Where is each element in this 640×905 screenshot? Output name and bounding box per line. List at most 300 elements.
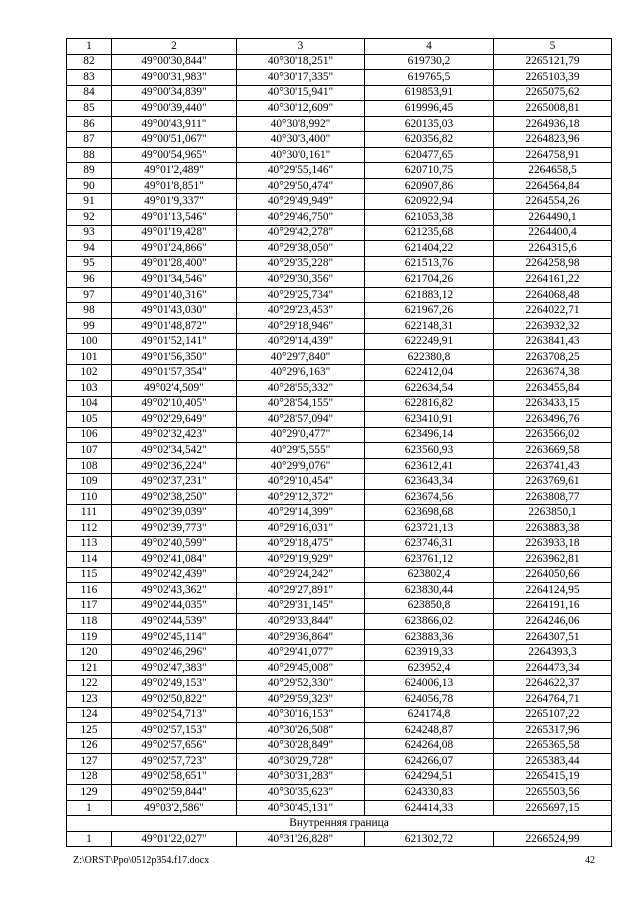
table-cell: 40°29'14,439" [237,334,365,350]
table-cell: 1 [67,800,112,816]
table-cell: 623883,36 [365,629,494,645]
table-cell: 623866,02 [365,614,494,630]
table-cell: 2264124,95 [494,583,612,599]
table-cell: 2265075,62 [494,85,612,101]
table-cell: 108 [67,458,112,474]
table-cell: 49°02'45,114" [112,629,237,645]
table-cell: 40°29'46,750" [237,210,365,226]
table-cell: 120 [67,645,112,661]
table-row [67,552,612,568]
table-cell: 620907,86 [365,178,494,194]
table-cell: 40°29'33,844" [237,614,365,630]
table-cell: 40°29'6,163" [237,365,365,381]
table-cell: 2265503,56 [494,785,612,801]
table-cell: 40°29'23,453" [237,303,365,319]
table-cell: 621513,76 [365,256,494,272]
table-cell: 49°02'50,822" [112,691,237,707]
table-row [67,583,612,599]
table-cell: 87 [67,132,112,148]
table-cell: 40°29'12,372" [237,489,365,505]
table-cell: 2265317,96 [494,723,612,739]
table-row [67,629,612,645]
table-cell: 620135,03 [365,116,494,132]
table-cell: 624006,13 [365,676,494,692]
table-cell: 2264246,06 [494,614,612,630]
table-cell: 2264161,22 [494,272,612,288]
table-cell: 83 [67,70,112,86]
table-row [67,396,612,412]
table-cell: 98 [67,303,112,319]
table-cell: 49°01'24,866" [112,241,237,257]
table-cell: 40°29'25,734" [237,287,365,303]
table-cell: 40°29'55,146" [237,163,365,179]
table-cell: 2264307,51 [494,629,612,645]
table-cell: 40°30'28,849" [237,738,365,754]
table-cell: 2263433,15 [494,396,612,412]
table-cell: 49°02'38,250" [112,489,237,505]
table-cell: 49°01'8,851" [112,178,237,194]
table-cell: 49°01'40,316" [112,287,237,303]
table-cell: 40°30'29,728" [237,754,365,770]
table-cell: 2263962,81 [494,552,612,568]
table-cell: 40°30'8,992" [237,116,365,132]
table-cell: 49°02'37,231" [112,474,237,490]
table-header-row [67,39,612,55]
table-row [67,614,612,630]
table-cell: 121 [67,660,112,676]
table-cell: 88 [67,147,112,163]
table-cell: 624294,51 [365,769,494,785]
table-cell: 2264022,71 [494,303,612,319]
table-cell: 2263674,38 [494,365,612,381]
table-cell: 40°28'57,094" [237,412,365,428]
table-cell: 619853,91 [365,85,494,101]
table-cell: 115 [67,567,112,583]
table-cell: 2263669,58 [494,443,612,459]
table-cell: 49°02'32,423" [112,427,237,443]
table-cell: 623643,34 [365,474,494,490]
table-cell: 105 [67,412,112,428]
table-cell: 624174,8 [365,707,494,723]
table-cell: 2265121,79 [494,54,612,70]
table-cell: 109 [67,474,112,490]
table-cell: 40°30'16,153" [237,707,365,723]
table-cell: 2264490,1 [494,210,612,226]
table-cell: 623674,56 [365,489,494,505]
table-cell: 2264473,34 [494,660,612,676]
footer-page-number: 42 [585,855,595,866]
table-row [67,738,612,754]
table-cell: 40°30'17,335" [237,70,365,86]
table-cell: 2265697,15 [494,800,612,816]
table-cell: 2263455,84 [494,381,612,397]
table-row [67,256,612,272]
table-cell: 2266524,99 [494,831,612,847]
table-cell: 40°30'15,941" [237,85,365,101]
table-cell: 49°02'57,153" [112,723,237,739]
table-cell: 40°29'45,008" [237,660,365,676]
table-cell: 624056,78 [365,691,494,707]
table-row [67,101,612,117]
table-cell: 117 [67,598,112,614]
coordinates-table [66,38,612,847]
table-cell: 91 [67,194,112,210]
table-row [67,723,612,739]
table-cell: 102 [67,365,112,381]
table-cell: 100 [67,334,112,350]
table-cell: 622148,31 [365,318,494,334]
table-cell: 2265365,58 [494,738,612,754]
table-cell: 622634,54 [365,381,494,397]
table-row [67,769,612,785]
table-row [67,303,612,319]
table-cell: 113 [67,536,112,552]
table-cell: 2264068,48 [494,287,612,303]
table-row [67,272,612,288]
table-cell: 2264258,98 [494,256,612,272]
table-cell: 82 [67,54,112,70]
table-row [67,831,612,847]
table-row [67,147,612,163]
table-cell: 49°01'2,489" [112,163,237,179]
table-row [67,365,612,381]
table-cell: 624330,83 [365,785,494,801]
table-cell: 49°01'52,141" [112,334,237,350]
table-cell: 40°29'52,330" [237,676,365,692]
table-cell: 126 [67,738,112,754]
table-cell: 40°29'41,077" [237,645,365,661]
table-cell: 623952,4 [365,660,494,676]
table-cell: 49°02'58,651" [112,769,237,785]
table-cell: 40°29'35,228" [237,256,365,272]
table-cell: 49°01'13,546" [112,210,237,226]
table-row [67,116,612,132]
table-cell: 622380,8 [365,349,494,365]
table-cell: 110 [67,489,112,505]
table-cell: 2264658,5 [494,163,612,179]
table-cell: 49°01'28,400" [112,256,237,272]
table-cell: 40°29'27,891" [237,583,365,599]
table-cell: 2263566,02 [494,427,612,443]
table-cell: 49°02'40,599" [112,536,237,552]
table-cell: 5 [494,39,612,55]
table-cell: 621053,38 [365,210,494,226]
table-cell: 49°01'22,027" [112,831,237,847]
table-cell: 2263708,25 [494,349,612,365]
table-cell: 2265103,39 [494,70,612,86]
table-cell: 40°29'7,840" [237,349,365,365]
table-cell: 123 [67,691,112,707]
table-cell: 622816,82 [365,396,494,412]
table-row [67,194,612,210]
table-cell: 127 [67,754,112,770]
table-cell: 2264758,91 [494,147,612,163]
table-cell: 128 [67,769,112,785]
table-cell: 92 [67,210,112,226]
table-cell: 623698,68 [365,505,494,521]
table-cell: 40°29'9,076" [237,458,365,474]
table-cell: 49°02'49,153" [112,676,237,692]
table-cell: 40°29'38,050" [237,241,365,257]
table-row [67,287,612,303]
table-cell: 623761,12 [365,552,494,568]
table-cell: 49°00'54,965" [112,147,237,163]
table-cell: 49°02'46,296" [112,645,237,661]
table-cell: 89 [67,163,112,179]
table-row [67,676,612,692]
table-cell: 116 [67,583,112,599]
table-cell: 619730,2 [365,54,494,70]
table-row [67,800,612,816]
table-cell: 49°02'29,649" [112,412,237,428]
table-cell: 623830,44 [365,583,494,599]
table-cell: 2 [112,39,237,55]
table-cell: 40°29'50,474" [237,178,365,194]
table-cell: 118 [67,614,112,630]
table-cell: 49°02'39,773" [112,520,237,536]
table-cell: 49°02'54,713" [112,707,237,723]
section-title: Внутренняя граница [67,816,612,832]
table-cell: 49°01'57,354" [112,365,237,381]
table-cell: 40°30'12,609" [237,101,365,117]
table-cell: 112 [67,520,112,536]
table-cell: 124 [67,707,112,723]
table-row [67,505,612,521]
table-cell: 84 [67,85,112,101]
table-row [67,318,612,334]
table-row [67,645,612,661]
table-cell: 49°00'34,839" [112,85,237,101]
table-cell: 2263883,38 [494,520,612,536]
table-row [67,536,612,552]
table-cell: 621704,26 [365,272,494,288]
table-cell: 40°29'24,242" [237,567,365,583]
table-cell: 623721,13 [365,520,494,536]
table-row [67,210,612,226]
table-cell: 49°02'42,439" [112,567,237,583]
table-cell: 622249,91 [365,334,494,350]
table-cell: 40°29'0,477" [237,427,365,443]
table-cell: 114 [67,552,112,568]
table-cell: 2264564,84 [494,178,612,194]
table-cell: 40°30'35,623" [237,785,365,801]
table-cell: 40°29'18,946" [237,318,365,334]
table-cell: 622412,04 [365,365,494,381]
table-cell: 2264622,37 [494,676,612,692]
table-row [67,241,612,257]
table-cell: 621883,12 [365,287,494,303]
table-row [67,520,612,536]
table-cell: 2265008,81 [494,101,612,117]
table-cell: 49°02'59,844" [112,785,237,801]
table-cell: 49°01'19,428" [112,225,237,241]
table-cell: 107 [67,443,112,459]
table-row [67,132,612,148]
table-cell: 40°30'0,161" [237,147,365,163]
table-cell: 623496,14 [365,427,494,443]
table-cell: 2263933,18 [494,536,612,552]
table-cell: 49°02'57,723" [112,754,237,770]
table-cell: 40°29'31,145" [237,598,365,614]
table-cell: 94 [67,241,112,257]
table-row [67,163,612,179]
table-cell: 621967,26 [365,303,494,319]
table-row [67,660,612,676]
table-cell: 40°28'55,332" [237,381,365,397]
table-cell: 2264936,18 [494,116,612,132]
table-row [67,474,612,490]
table-cell: 49°02'47,383" [112,660,237,676]
table-cell: 40°29'5,555" [237,443,365,459]
table-row [67,54,612,70]
table-cell: 93 [67,225,112,241]
table-cell: 49°02'4,509" [112,381,237,397]
table-row [67,70,612,86]
table-cell: 2263496,76 [494,412,612,428]
table-cell: 3 [237,39,365,55]
table-cell: 40°29'16,031" [237,520,365,536]
table-cell: 49°02'44,035" [112,598,237,614]
table-row [67,443,612,459]
table-cell: 620922,94 [365,194,494,210]
table-row [67,707,612,723]
table-cell: 2263808,77 [494,489,612,505]
table-row [67,349,612,365]
table-cell: 624266,07 [365,754,494,770]
table-cell: 2263741,43 [494,458,612,474]
table-cell: 2263932,32 [494,318,612,334]
table-row [67,85,612,101]
table-row [67,334,612,350]
table-cell: 49°01'43,030" [112,303,237,319]
table-cell: 49°00'39,440" [112,101,237,117]
table-cell: 619765,5 [365,70,494,86]
table-cell: 49°01'9,337" [112,194,237,210]
table-cell: 125 [67,723,112,739]
table-cell: 621404,22 [365,241,494,257]
table-cell: 623850,8 [365,598,494,614]
table-cell: 85 [67,101,112,117]
table-cell: 620710,75 [365,163,494,179]
table-cell: 119 [67,629,112,645]
coordinates-table-body [67,39,612,847]
table-cell: 40°29'14,399" [237,505,365,521]
table-row [67,489,612,505]
table-cell: 624264,08 [365,738,494,754]
table-cell: 49°00'31,983" [112,70,237,86]
table-cell: 40°29'30,356" [237,272,365,288]
table-cell: 49°01'34,546" [112,272,237,288]
table-cell: 623560,93 [365,443,494,459]
table-cell: 2264400,4 [494,225,612,241]
table-cell: 40°30'3,400" [237,132,365,148]
table-cell: 2264823,96 [494,132,612,148]
table-row [67,567,612,583]
table-cell: 620356,82 [365,132,494,148]
table-row [67,225,612,241]
table-cell: 624248,87 [365,723,494,739]
table-cell: 1 [67,39,112,55]
table-cell: 40°30'31,283" [237,769,365,785]
table-cell: 49°00'51,067" [112,132,237,148]
table-row [67,785,612,801]
table-cell: 49°00'43,911" [112,116,237,132]
table-row [67,458,612,474]
table-cell: 623410,91 [365,412,494,428]
table-cell: 1 [67,831,112,847]
table-row [67,427,612,443]
table-cell: 2264764,71 [494,691,612,707]
table-cell: 49°00'30,844" [112,54,237,70]
table-row [67,691,612,707]
table-cell: 623746,31 [365,536,494,552]
table-cell: 111 [67,505,112,521]
table-cell: 96 [67,272,112,288]
table-cell: 49°02'39,039" [112,505,237,521]
table-cell: 621235,68 [365,225,494,241]
table-cell: 122 [67,676,112,692]
table-cell: 623919,33 [365,645,494,661]
table-row [67,754,612,770]
table-cell: 49°02'57,656" [112,738,237,754]
table-cell: 40°29'59,323" [237,691,365,707]
table-cell: 621302,72 [365,831,494,847]
table-cell: 49°03'2,586" [112,800,237,816]
table-cell: 2265415,19 [494,769,612,785]
footer-file-path: Z:\ORST\Ppo\0512p354.f17.docx [73,855,210,866]
table-cell: 2263850,1 [494,505,612,521]
table-cell: 2265107,22 [494,707,612,723]
table-cell: 2263769,61 [494,474,612,490]
table-cell: 49°02'34,542" [112,443,237,459]
table-cell: 49°02'41,084" [112,552,237,568]
table-cell: 40°29'18,475" [237,536,365,552]
table-cell: 2265383,44 [494,754,612,770]
table-cell: 40°30'45,131" [237,800,365,816]
table-cell: 40°28'54,155" [237,396,365,412]
table-cell: 619996,45 [365,101,494,117]
table-cell: 129 [67,785,112,801]
table-cell: 40°29'19,929" [237,552,365,568]
table-cell: 49°02'10,405" [112,396,237,412]
table-cell: 2264191,16 [494,598,612,614]
table-cell: 101 [67,349,112,365]
table-cell: 49°01'56,350" [112,349,237,365]
table-cell: 95 [67,256,112,272]
section-header-row [67,816,612,832]
table-cell: 624414,33 [365,800,494,816]
table-cell: 90 [67,178,112,194]
table-row [67,598,612,614]
table-cell: 40°30'26,508" [237,723,365,739]
table-cell: 40°30'18,251" [237,54,365,70]
table-cell: 2264050,66 [494,567,612,583]
table-cell: 49°02'43,362" [112,583,237,599]
table-cell: 40°31'26,828" [237,831,365,847]
table-cell: 49°02'44,539" [112,614,237,630]
table-cell: 623612,41 [365,458,494,474]
table-cell: 104 [67,396,112,412]
table-cell: 97 [67,287,112,303]
table-cell: 86 [67,116,112,132]
table-row [67,178,612,194]
table-cell: 99 [67,318,112,334]
table-row [67,412,612,428]
table-cell: 40°29'36,864" [237,629,365,645]
table-cell: 40°29'10,454" [237,474,365,490]
table-cell: 106 [67,427,112,443]
table-cell: 2264315,6 [494,241,612,257]
